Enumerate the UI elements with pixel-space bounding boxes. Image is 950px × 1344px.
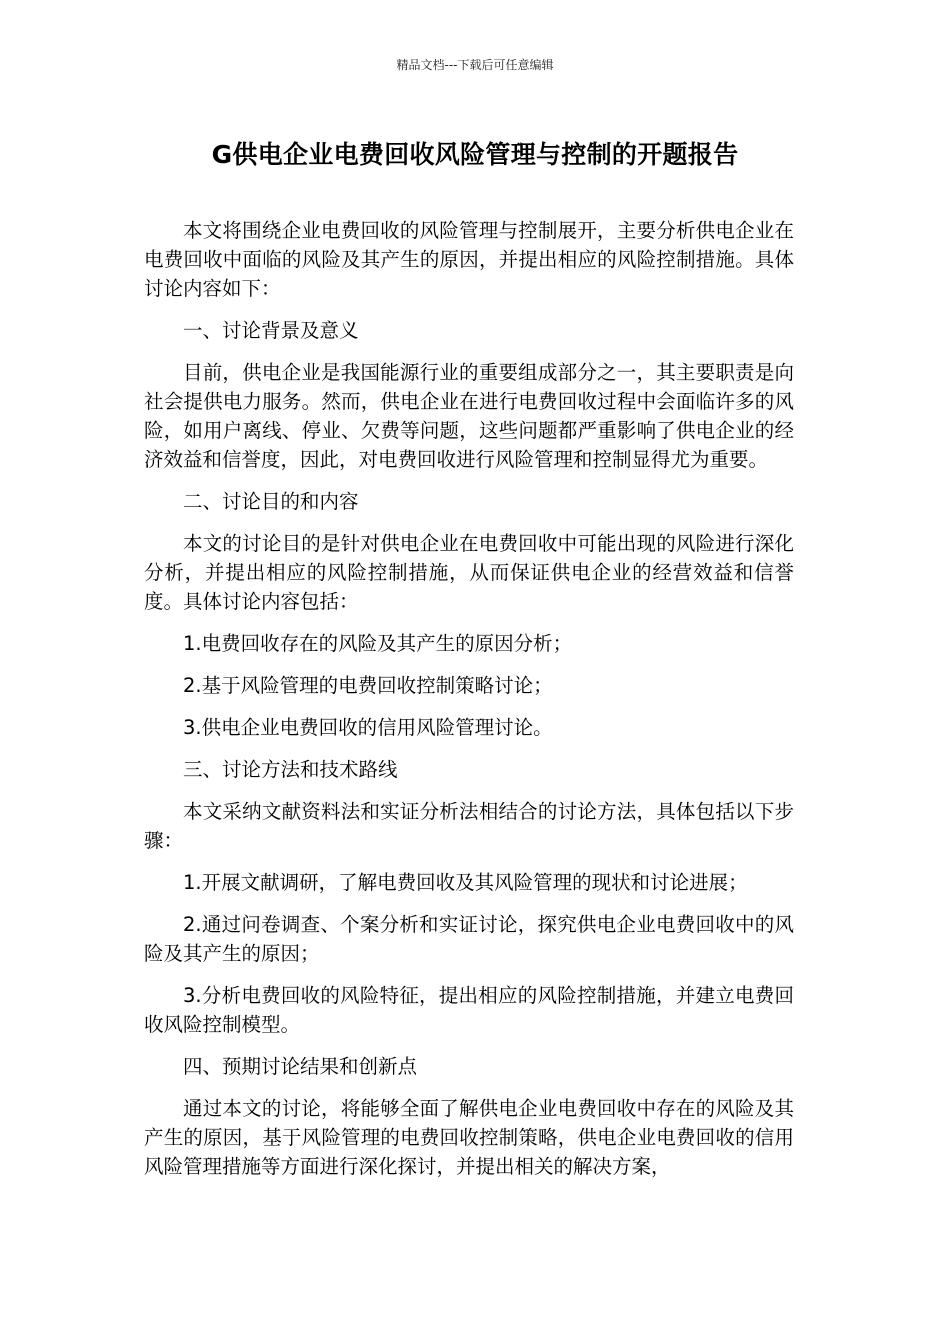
list-item: 1.电费回收存在的风险及其产生的原因分析； [183, 632, 573, 655]
document-title: G供电企业电费回收风险管理与控制的开题报告 [211, 140, 739, 169]
purpose-paragraph: 本文的讨论目的是针对供电企业在电费回收中可能出现的风险进行深化分析，并提出相应的风险控制措施，从而保证供电企业的经营效益和信誉度。具体讨论内容包括： [144, 532, 794, 613]
list-item: 2.基于风险管理的电费回收控制策略讨论； [183, 674, 553, 697]
results-paragraph: 通过本文的讨论，将能够全面了解供电企业电费回收中存在的风险及其产生的原因，基于风险管理的电费回收控制策略，供电企业电费回收的信用风险管理措施等方面进行深化探讨，并提出相关的解决方案， [144, 1097, 794, 1178]
background-paragraph: 目前，供电企业是我国能源行业的重要组成部分之一，其主要职责是向社会提供电力服务。然而，供电企业在进行电费回收过程中会面临许多的风险，如用户离线、停业、欠费等问题，这些问题都严重影响了供电企业的经济效益和信誉度，因此，对电费回收进行风险管理和控制显得尤为重要。 [144, 361, 794, 471]
list-item: 3.分析电费回收的风险特征，提出相应的风险控制措施，并建立电费回收风险控制模型。 [144, 984, 794, 1036]
intro-paragraph: 本文将围绕企业电费回收的风险管理与控制展开，主要分析供电企业在电费回收中面临的风险及其产生的原因，并提出相应的风险控制措施。具体讨论内容如下： [144, 219, 794, 300]
header-note: 精品文档---下载后可任意编辑 [396, 58, 554, 72]
section-heading-purpose: 二、讨论目的和内容 [183, 490, 359, 513]
section-heading-method: 三、讨论方法和技术路线 [183, 758, 398, 781]
method-paragraph: 本文采纳文献资料法和实证分析法相结合的讨论方法，具体包括以下步骤： [144, 800, 794, 852]
section-heading-background: 一、讨论背景及意义 [183, 319, 359, 342]
list-item: 2.通过问卷调查、个案分析和实证讨论，探究供电企业电费回收中的风险及其产生的原因； [144, 913, 794, 965]
list-item: 3.供电企业电费回收的信用风险管理讨论。 [183, 716, 553, 739]
section-heading-results: 四、预期讨论结果和创新点 [183, 1055, 418, 1078]
list-item: 1.开展文献调研，了解电费回收及其风险管理的现状和讨论进展； [183, 871, 748, 894]
document-body [144, 216, 794, 1194]
